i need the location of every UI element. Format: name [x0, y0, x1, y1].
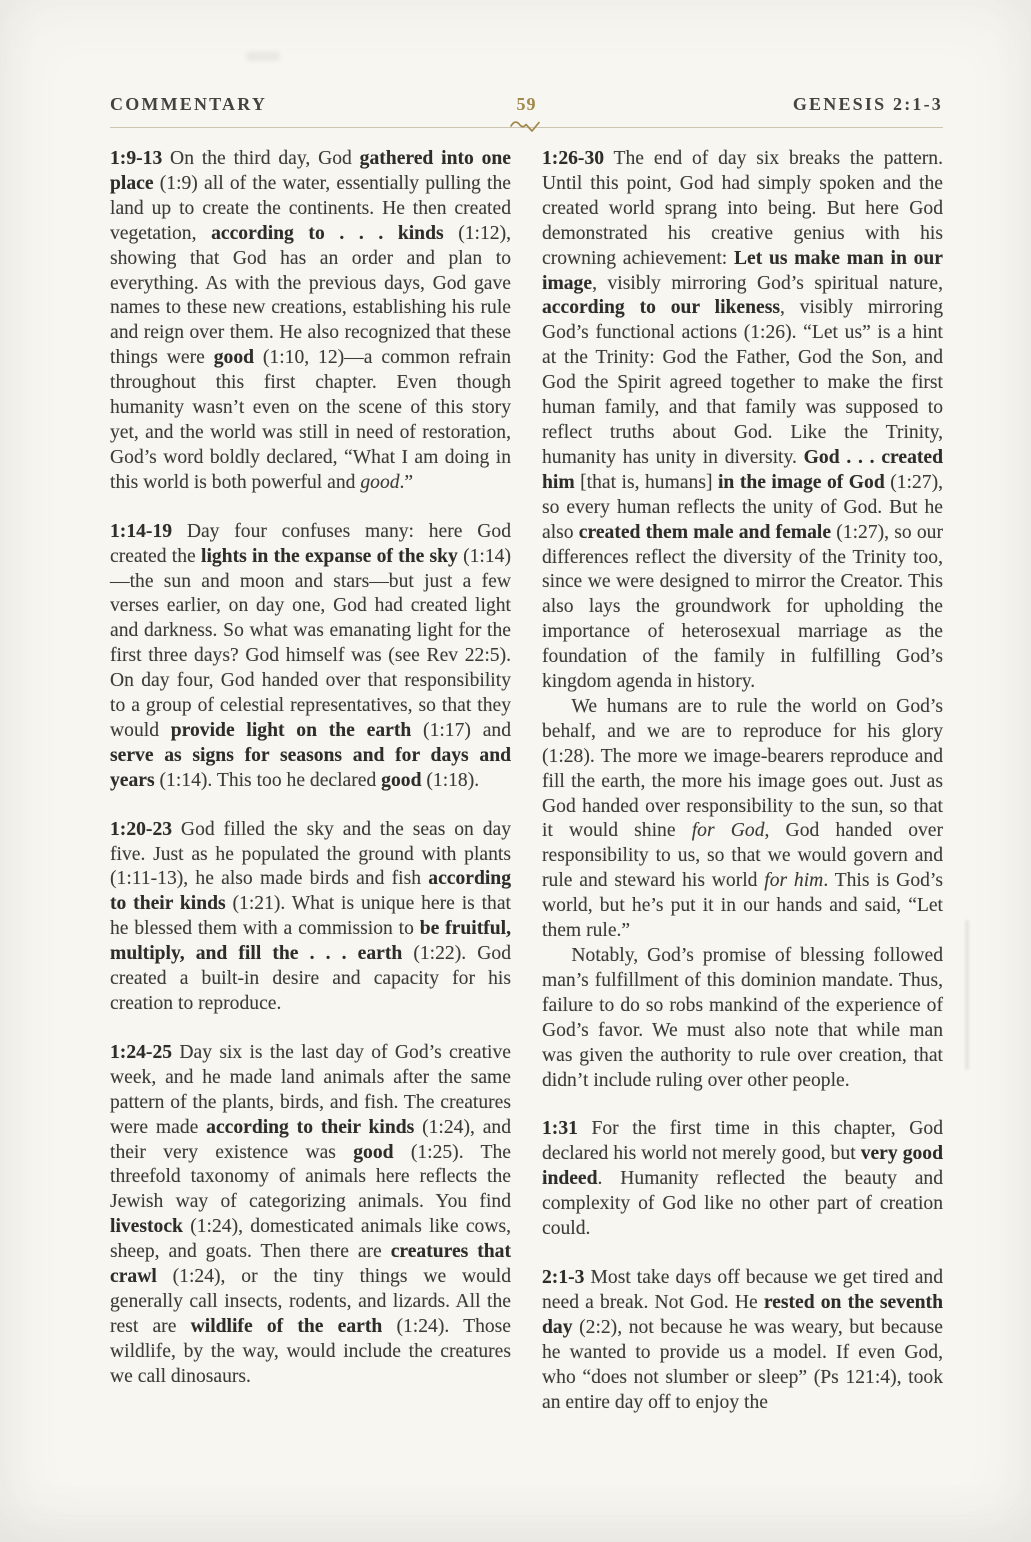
commentary-section-1-20-23: 1:20-23 God filled the sky and the seas on day five. Just as he populated the ground with plants (1:11-13), he also made birds and fish according to their kinds (1:21). What is unique here is that he blessed them with a commission to be fruitful, multiply, and fill the . . . earth (1:22). God created a built-in desire and capacity for his creation to reproduce. — [110, 818, 512, 1014]
commentary-section-1-14-19: 1:14-19 Day four confuses many: here God created the lights in the expanse of the sky (1:14)—the sun and moon and stars—but just a few verses earlier, on day one, God had created light and darkness. So what was emanating light for the first three days? God himself was (see Rev 22:5). On day four, God handed over that responsibility to a group of celestial representatives, so that they would provide light on the earth (1:17) and serve as signs for seasons and for days and years (1:14). This too he declared good (1:18). — [110, 520, 511, 791]
running-head — [110, 94, 943, 120]
running-head-passage: GENESIS 2:1-3 — [792, 94, 943, 114]
header-rule — [110, 127, 943, 128]
commentary-para-notably: Notably, God’s promise of blessing followed man’s fulfillment of this dominion mandate. Thus, failure to do so robs mankind of the experience of God’s favor. We must also note that while man was given the authority to rule over creation, that didn’t include ruling over other people. — [542, 945, 943, 1091]
scan-artifact — [965, 920, 969, 1070]
commentary-body — [110, 147, 943, 1415]
commentary-section-2-1-3: 2:1-3 Most take days off because we get tired and need a break. Not God. He rested on the seventh day (2:2), not because he was weary, but because he wanted to provide us a model. If even God, who “does not slumber or sleep” (Ps 121:4), took an entire day off to enjoy the — [542, 1266, 943, 1413]
commentary-section-1-26-30: 1:26-30 The end of day six breaks the pattern. Until this point, God had simply spoken and the created world sprang into being. But here God demonstrated his creative genius with his crowning achievement: Let us make man in our image, visibly mirroring God’s spiritual nature, according to our likeness, visibly mirroring God’s functional actions (1:26). “Let us” is a hint at the Trinity: God the Father, God the Son, and God the Spirit agreed together to make the first human family, and that family was supposed to reflect truths about God. Like the Trinity, humanity has unity in diversity. God . . . created him [that is, humans] in the image of God (1:27), so every human reflects the unity of God. But he also created them male and female (1:27), so our differences reflect the diversity of the Trinity too, since we were designed to mirror the Creator. This also lays the groundwork for upholding the importance of heterosexual marriage as the foundation of the family in fulfilling God’s kingdom agenda in history. — [542, 148, 944, 693]
commentary-section-1-31: 1:31 For the first time in this chapter, God declared his world not merely good, but very good indeed. Humanity reflected the beauty and complexity of God like no other part of creation could. — [542, 1118, 943, 1240]
commentary-para-we-humans: We humans are to rule the world on God’s behalf, and we are to reproduce for his glory (1:28). The more we image-bearers reproduce and fill the earth, the more his image goes out. Just as God handed over responsibility to the sun, so that it would shine for God, God handed over responsibility to us, so that we would govern and rule and steward his world for him. This is God’s world, but he’s put it in our hands and said, “Let them rule.” — [542, 695, 944, 942]
running-head-section: COMMENTARY — [110, 94, 268, 114]
scan-artifact — [246, 52, 280, 61]
commentary-section-1-9-13: 1:9-13 On the third day, God gathered into one place (1:9) all of the water, essentially pulling the land up to create the continents. He then created vegetation, according to . . . kinds (1:12), showing that God has an order and plan to everything. As with the previous days, God gave names to these new creations, establishing his rule and reign over them. He also recognized that these things were good (1:10, 12)—a common refrain throughout this first chapter. Even though humanity wasn’t even on the scene of this story yet, and the world was still in need of restoration, God’s word boldly declared, “What I am doing in this world is both powerful and good.” — [110, 148, 511, 493]
commentary-section-1-24-25: 1:24-25 Day six is the last day of God’s creative week, and he made land animals after the same pattern of the plants, birds, and fish. The creatures were made according to their kinds (1:24), and their very existence was good (1:25). The threefold taxonomy of animals here reflects the Jewish way of categorizing animals. You find livestock (1:24), domesticated animals like cows, sheep, and goats. Then there are creatures that crawl (1:24), or the tiny things we would generally call insects, rodents, and lizards. All the rest are wildlife of the earth (1:24). Those wildlife, by the way, would include the creatures we call dinosaurs. — [110, 1041, 512, 1387]
commentary-column-right — [542, 147, 943, 1415]
page-number: 59 — [516, 94, 537, 114]
commentary-column-left — [110, 147, 511, 1415]
